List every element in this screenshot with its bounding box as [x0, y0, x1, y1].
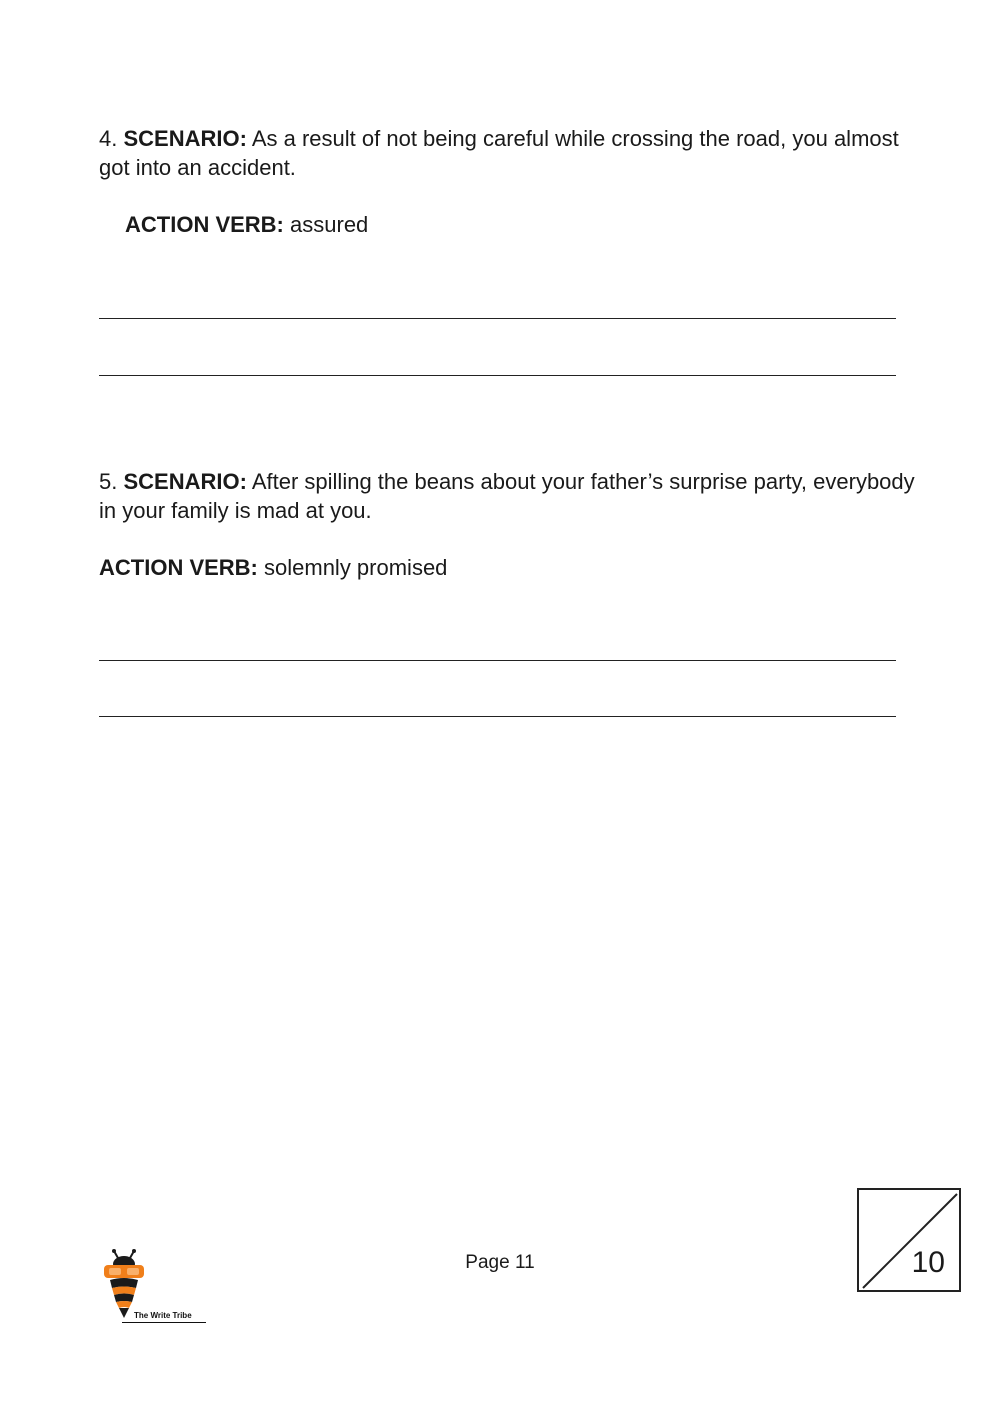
- question-4-answer-line-2[interactable]: [99, 375, 896, 376]
- question-4-verb-label: ACTION VERB:: [125, 212, 284, 237]
- question-5-scenario: [99, 467, 919, 525]
- question-5-answer-line-1[interactable]: [99, 660, 896, 661]
- question-5-answer-line-2[interactable]: [99, 716, 896, 717]
- question-5-verb-label: ACTION VERB:: [99, 555, 258, 580]
- question-5-scenario-label: SCENARIO:: [123, 469, 247, 494]
- question-4-answer-line-1[interactable]: [99, 318, 896, 319]
- question-4-scenario-text: As a result of not being careful while crossing the road, you almost got into an accident.: [99, 126, 899, 180]
- page-number: Page 11: [465, 1252, 535, 1273]
- question-4-action-verb: [125, 210, 368, 239]
- question-5-scenario-text: After spilling the beans about your father’s surprise party, everybody in your family is mad at you.: [99, 469, 915, 523]
- question-4-number: 4.: [99, 126, 118, 151]
- question-5-verb-text: solemnly promised: [264, 555, 448, 580]
- question-4-scenario: [99, 124, 919, 182]
- question-5-number: 5.: [99, 469, 118, 494]
- question-5-action-verb: [99, 553, 447, 582]
- score-total: 10: [911, 1246, 945, 1279]
- logo-text: The Write Tribe: [134, 1311, 192, 1320]
- score-box[interactable]: [857, 1188, 961, 1292]
- logo-underline: [122, 1322, 206, 1323]
- question-4-scenario-label: SCENARIO:: [123, 126, 247, 151]
- question-4-verb-text: assured: [290, 212, 369, 237]
